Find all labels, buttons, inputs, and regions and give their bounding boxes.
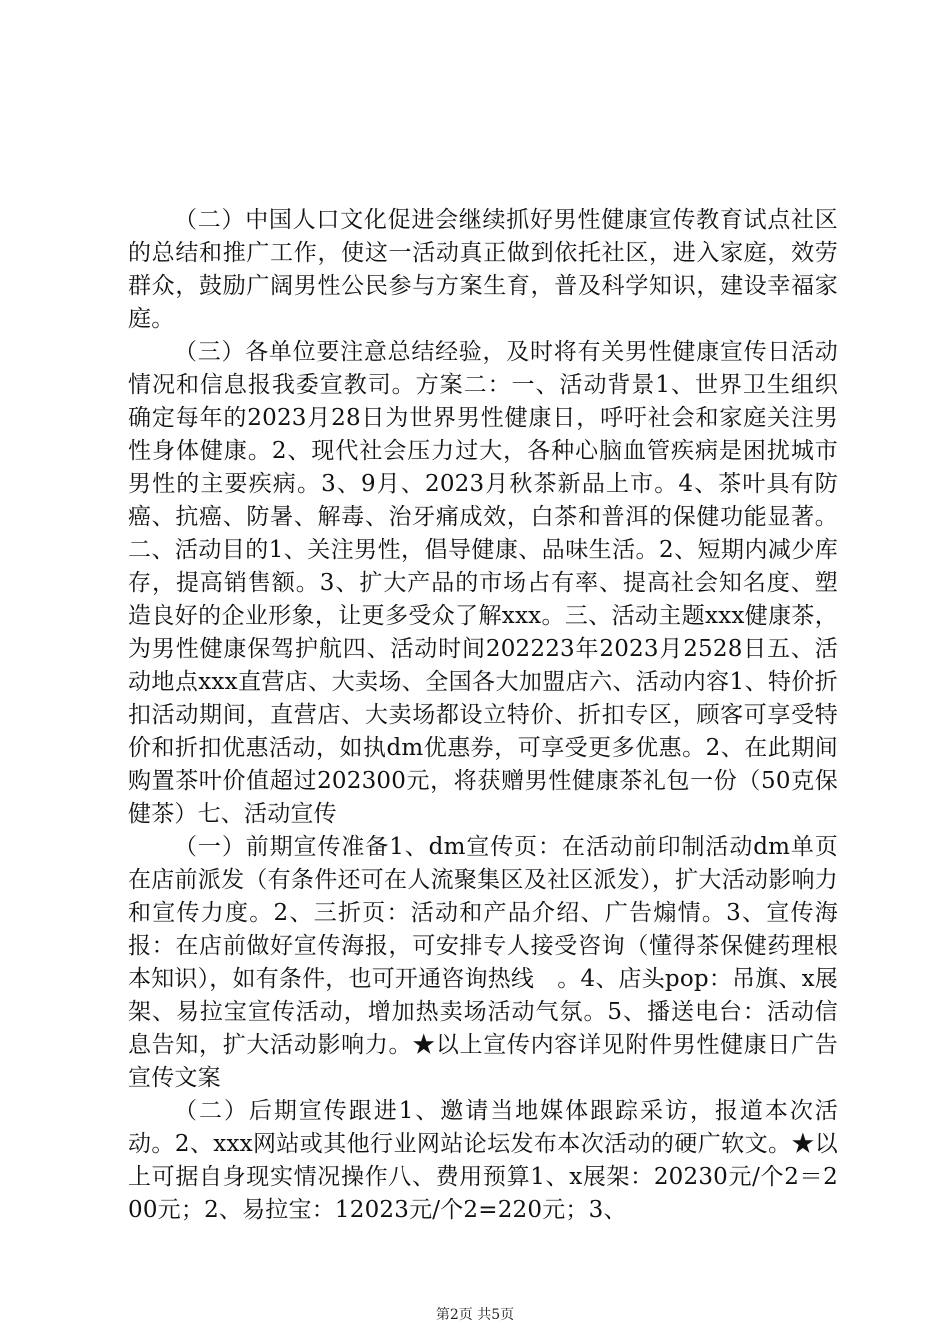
paragraph-4: （二）后期宣传跟进1、邀请当地媒体跟踪采访，报道本次活动。2、xxx网站或其他行业网站论坛发布本次活动的硬广软文。★以上可据自身现实情况操作八、费用预算1、x展架：20230元/个2＝200元；2、易拉宝：12023元/个2=220元；3、 bbox=[128, 1098, 838, 1223]
paragraph-1: （二）中国人口文化促进会继续抓好男性健康宣传教育试点社区的总结和推广工作，使这一活动真正做到依托社区，进入家庭，效劳群众，鼓励广阔男性公民参与方案生育，普及科学知识，建设幸福家庭。 bbox=[128, 207, 838, 332]
paragraph-3: （一）前期宣传准备1、dm宣传页：在活动前印制活动dm单页在店前派发（有条件还可在人流聚集区及社区派发），扩大活动影响力和宣传力度。2、三折页：活动和产品介绍、广告煽情。3、宣传海报：在店前做好宣传海报，可安排专人接受咨询（懂得茶保健药理根本知识），如有条件，也可开通咨询热线 。4、店头pop：吊旗、x展架、易拉宝宣传活动，增加热卖场活动气氛。5、播送电台：活动信息告知，扩大活动影响力。★以上宣传内容详见附件男性健康日广告宣传文案 bbox=[128, 834, 838, 1091]
paragraph-2: （三）各单位要注意总结经验，及时将有关男性健康宣传日活动情况和信息报我委宣教司。方案二：一、活动背景1、世界卫生组织确定每年的2023月28日为世界男性健康日，呼吁社会和家庭关注男性身体健康。2、现代社会压力过大，各种心脑血管疾病是困扰城市男性的主要疾病。3、9月、2023月秋茶新品上市。4、茶叶具有防癌、抗癌、防暑、解毒、治牙痛成效，白茶和普洱的保健功能显著。二、活动目的1、关注男性，倡导健康、品味生活。2、短期内减少库存，提高销售额。3、扩大产品的市场占有率、提高社会知名度、塑造良好的企业形象，让更多受众了解xxx。三、活动主题xxx健康茶，为男性健康保驾护航四、活动时间202223年2023月2528日五、活动地点xxx直营店、大卖场、全国各大加盟店六、活动内容1、特价折扣活动期间，直营店、大卖场都设立特价、折扣专区，顾客可享受特价和折扣优惠活动，如执dm优惠券，可享受更多优惠。2、在此期间购置茶叶价值超过202300元，将获赠男性健康茶礼包一份（50克保健茶）七、活动宣传 bbox=[128, 339, 838, 827]
page-number-footer: 第2页 共5页 bbox=[435, 1307, 515, 1323]
document-body bbox=[128, 204, 838, 1227]
